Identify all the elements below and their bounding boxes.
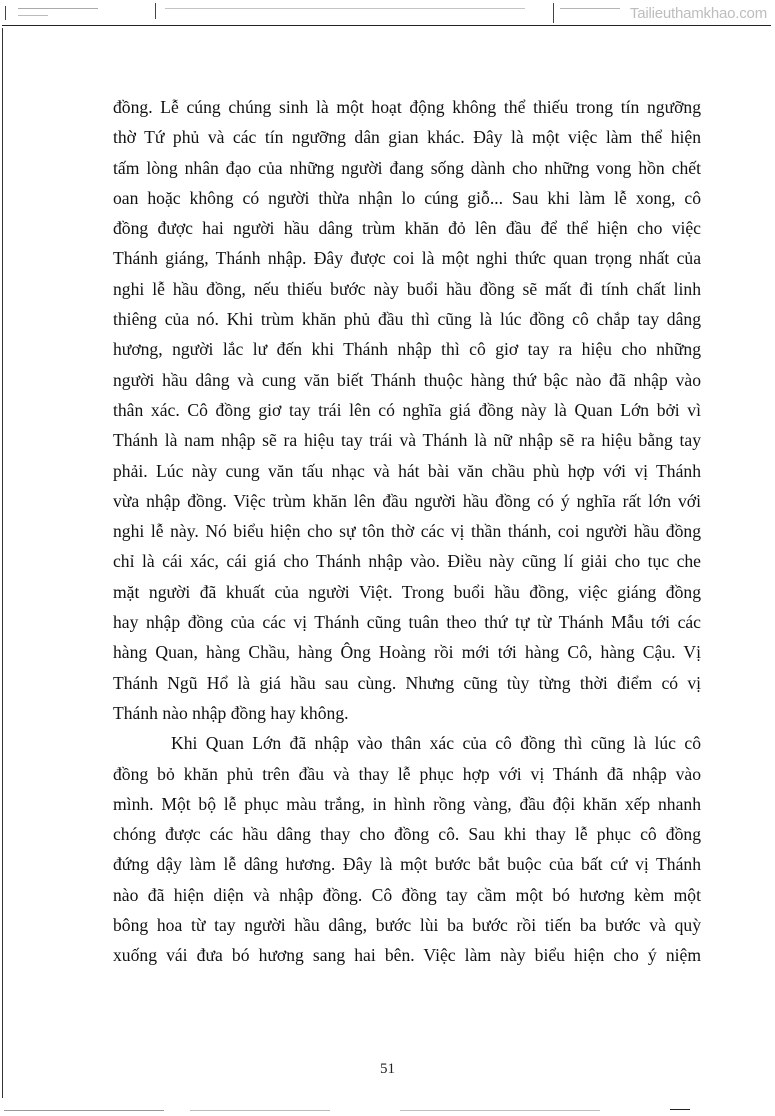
text-line: nào đã hiện diện và nhập đồng. Cô đồng tay cầm một bó hương kèm một: [113, 884, 701, 905]
scan-left-edge: [2, 28, 3, 1098]
text-line: hàng Quan, hàng Chầu, hàng Ông Hoàng rồi mới tới hàng Cô, hàng Cậu. Vị: [113, 642, 701, 663]
scan-artifact: [18, 15, 48, 16]
text-line: vừa nhập đồng. Việc trùm khăn lên đầu người hầu đồng có ý nghĩa rất lớn với: [113, 490, 701, 511]
scan-artifact: [18, 8, 98, 9]
paragraph-end-line: Thánh nào nhập đồng hay không.: [113, 702, 349, 723]
header-rule: [2, 25, 771, 26]
scan-artifact: [190, 1110, 330, 1111]
text-line: hương, người lắc lư đến khi Thánh nhập thì cô giơ tay ra hiệu cho những: [113, 339, 701, 360]
text-line: phải. Lúc này cung văn tấu nhạc và hát bài văn chầu phù hợp với vị Thánh: [113, 460, 701, 481]
text-line: Thánh là nam nhập sẽ ra hiệu tay trái và Thánh là nữ nhập sẽ ra hiệu bằng tay: [113, 430, 701, 451]
document-body: [113, 92, 701, 971]
text-line: nghi lễ này. Nó biểu hiện cho sự tôn thờ các vị thần thánh, coi người hầu đồng: [113, 521, 701, 542]
text-line: đồng bỏ khăn phủ trên đầu và thay lễ phục hợp với vị Thánh đã nhập vào: [113, 763, 701, 784]
scan-artifact: [155, 3, 156, 19]
watermark: Tailieuthamkhao.com: [629, 5, 767, 22]
text-line: Thánh Ngũ Hổ là giá hầu sau cùng. Nhưng cũng tùy từng thời điểm có vị: [113, 672, 701, 693]
scan-artifact: [5, 6, 6, 20]
scan-artifact: [165, 8, 525, 9]
text-line: hay nhập đồng của các vị Thánh cũng tuân theo thứ tự từ Thánh Mẫu tới các: [113, 612, 701, 633]
text-line: người hầu dâng và cung văn biết Thánh thuộc hàng thứ bậc nào đã nhập vào: [113, 369, 701, 390]
text-line: thờ Tứ phủ và các tín ngưỡng dân gian khác. Đây là một việc làm thể hiện: [113, 127, 701, 148]
scan-header-noise: [0, 0, 775, 26]
text-line: thân xác. Cô đồng giơ tay trái lên có nghĩa giá đồng này là Quan Lớn bởi vì: [113, 399, 701, 420]
scan-footer-noise: [0, 1108, 775, 1114]
scan-artifact: [670, 1109, 690, 1110]
text-line: đồng. Lễ cúng chúng sinh là một hoạt động không thể thiếu trong tín ngưỡng: [113, 97, 701, 117]
scan-artifact: [560, 8, 620, 9]
text-line: chóng được các hầu dâng thay cho đồng cô. Sau khi thay lễ phục cô đồng: [113, 824, 701, 845]
text-line: đứng dậy làm lễ dâng hương. Đây là một bước bắt buộc của bất cứ vị Thánh: [113, 854, 701, 875]
page-number: 51: [380, 1061, 395, 1077]
text-line: oan hoặc không có người thừa nhận lo cúng giỗ... Sau khi làm lễ xong, cô: [113, 187, 701, 208]
text-line: tấm lòng nhân đạo của những người đang sống dành cho những vong hồn chết: [113, 157, 701, 178]
text-line: chỉ là cái xác, cái giá cho Thánh nhập vào. Điều này cũng lí giải cho tục che: [113, 551, 701, 572]
scan-artifact: [553, 3, 554, 23]
text-line: mình. Một bộ lễ phục màu trắng, in hình rồng vàng, đầu đội khăn xếp nhanh: [113, 793, 701, 814]
text-line: nghi lễ hầu đồng, nếu thiếu bước này buổi hầu đồng sẽ mất đi tính chất linh: [113, 278, 701, 299]
text-line: Thánh giáng, Thánh nhập. Đây được coi là một nghi thức quan trọng nhất của: [113, 248, 701, 269]
text-line: xuống vái đưa bó hương sang hai bên. Việc làm này biểu hiện cho ý niệm: [113, 945, 701, 966]
paragraph-first-line: Khi Quan Lớn đã nhập vào thân xác của cô đồng thì cũng là lúc cô: [171, 733, 701, 754]
text-line: bông hoa từ tay người hầu dâng, bước lùi ba bước rồi tiến ba bước và quỳ: [113, 915, 701, 936]
text-line: mặt người đã khuất của người Việt. Trong buổi hầu đồng, việc giáng đồng: [113, 581, 701, 602]
text-line: thiêng của nó. Khi trùm khăn phủ đầu thì cũng là lúc đồng cô chắp tay dâng: [113, 309, 701, 330]
scan-artifact: [4, 1110, 164, 1111]
scan-artifact: [400, 1110, 600, 1111]
text-line: đồng được hai người hầu dâng trùm khăn đỏ lên đầu để thể hiện cho việc: [113, 218, 701, 239]
